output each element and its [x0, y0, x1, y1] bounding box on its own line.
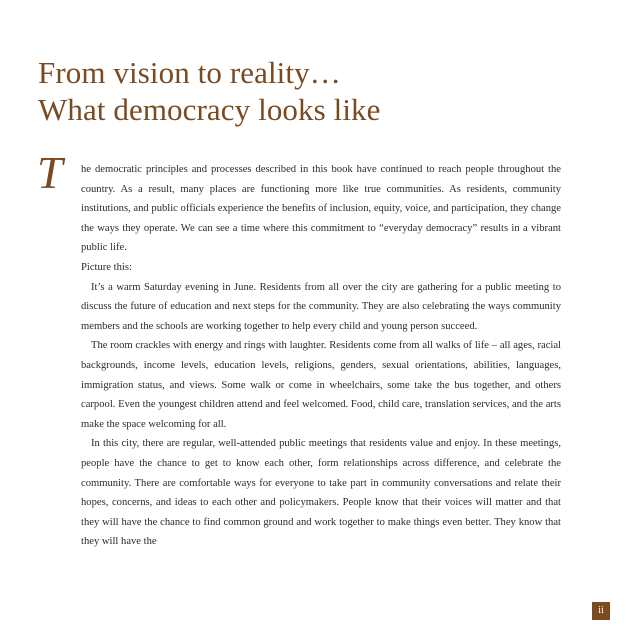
page-title	[38, 54, 598, 128]
drop-cap: T	[37, 147, 63, 198]
picture-this-line: Picture this:	[81, 261, 132, 273]
page-number-badge: ii	[592, 602, 610, 620]
paragraph-3: In this city, there are regular, well-attended public meetings that residents value and enjoy. In these meetings, people have the chance to get to know each other, form relationships across difference, and celebrate the community. There are comfortable ways for everyone to take part in community conversations and relate their hopes, concerns, and ideas to each other and policymakers. People know that their voices will matter and that they will have the chance to find common ground and work together to make things even better. They know that they will have the	[81, 438, 561, 548]
intro-paragraph: he democratic principles and processes described in this book have continued to reach people throughout the country. As a result, many places are functioning more like true communities. As residents, community institutions, and public officials experience the benefits of inclusion, equity, voice, and participation, they change the ways they operate. We can see a time where this commitment to “everyday democracy” results in a vibrant public life.	[81, 164, 561, 254]
paragraph-1: It’s a warm Saturday evening in June. Residents from all over the city are gathering for a public meeting to discuss the future of education and next steps for the community. They are also celebrating the ways community members and the schools are working together to help every child and young person succeed.	[81, 281, 561, 332]
paragraph-2: The room crackles with energy and rings with laughter. Residents come from all walks of life – all ages, racial backgrounds, income levels, education levels, religions, genders, sexual orientations, abilities, languages, immigration status, and views. Some walk or come in wheelchairs, some take the bus together, and others carpool. Even the youngest children attend and feel welcomed. Food, child care, translation services, and the arts make the space welcoming for all.	[81, 340, 561, 430]
title-line-2: What democracy looks like	[38, 92, 381, 127]
title-line-1: From vision to reality…	[38, 55, 341, 90]
body-text	[81, 160, 561, 552]
